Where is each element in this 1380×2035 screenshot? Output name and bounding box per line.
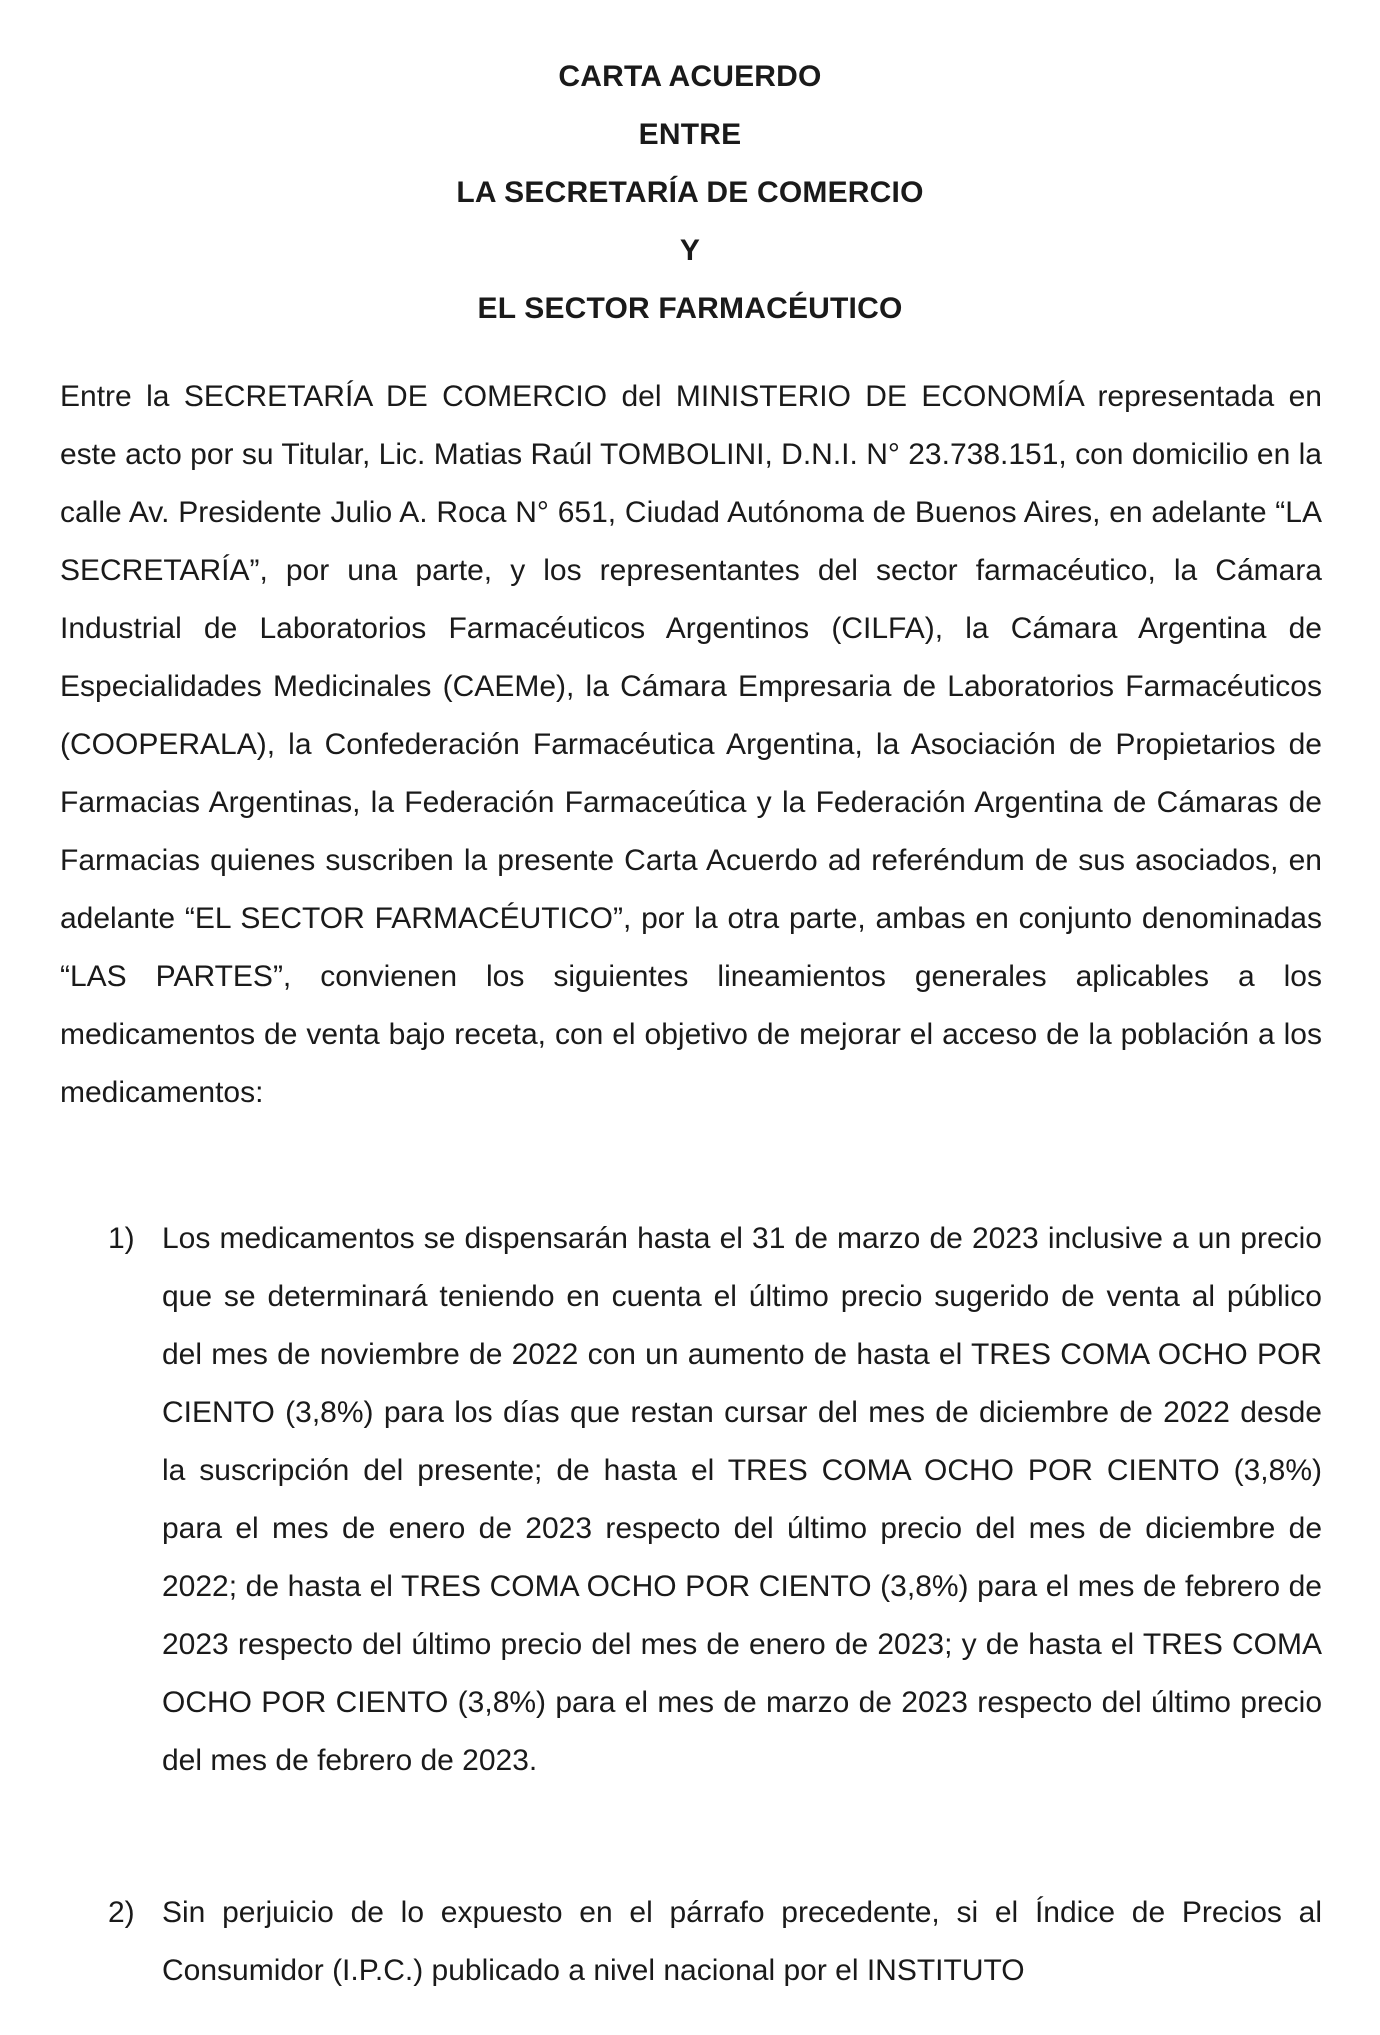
document-title (0, 48, 1380, 338)
title-line-1: CARTA ACUERDO (558, 60, 822, 93)
list-item-1 (108, 1210, 1322, 1790)
list-item-2 (108, 1884, 1322, 2000)
item-text: Los medicamentos se dispensarán hasta el 31 de marzo de 2023 inclusive a un precio que se determinará teniendo en cuenta el último precio sugerido de venta al público del mes de noviembre de 2022 con un aumento de hasta el TRES COMA OCHO POR CIENTO (3,8%) para los días que restan cursar del mes de diciembre de 2022 desde la suscripción del presente; de hasta el TRES COMA OCHO POR CIENTO (3,8%) para el mes de enero de 2023 respecto del último precio del mes de diciembre de 2022; de hasta el TRES COMA OCHO POR CIENTO (3,8%) para el mes de febrero de 2023 respecto del último precio del mes de enero de 2023; y de hasta el TRES COMA OCHO POR CIENTO (3,8%) para el mes de marzo de 2023 respecto del último precio del mes de febrero de 2023. (162, 1222, 1322, 1777)
item-number: 1) (108, 1222, 135, 1255)
title-line-5: EL SECTOR FARMACÉUTICO (477, 292, 903, 325)
item-text: Sin perjuicio de lo expuesto en el párrafo precedente, si el Índice de Precios al Consumidor (I.P.C.) publicado a nivel nacional por el INSTITUTO (162, 1896, 1322, 1987)
title-line-2: ENTRE (638, 118, 742, 151)
item-number: 2) (108, 1896, 135, 1929)
title-line-3: LA SECRETARÍA DE COMERCIO (456, 176, 924, 209)
title-line-4: Y (679, 234, 701, 267)
intro-paragraph: Entre la SECRETARÍA DE COMERCIO del MINISTERIO DE ECONOMÍA representada en este acto por su Titular, Lic. Matias Raúl TOMBOLINI, D.N.I. N° 23.738.151, con domicilio en la calle Av. Presidente Julio A. Roca N° 651, Ciudad Autónoma de Buenos Aires, en adelante “LA SECRETARÍA”, por una parte, y los representantes del sector farmacéutico, la Cámara Industrial de Laboratorios Farmacéuticos Argentinos (CILFA), la Cámara Argentina de Especialidades Medicinales (CAEMe), la Cámara Empresaria de Laboratorios Farmacéuticos (COOPERALA), la Confederación Farmacéutica Argentina, la Asociación de Propietarios de Farmacias Argentinas, la Federación Farmaceútica y la Federación Argentina de Cámaras de Farmacias quienes suscriben la presente Carta Acuerdo ad referéndum de sus asociados, en adelante “EL SECTOR FARMACÉUTICO”, por la otra parte, ambas en conjunto denominadas “LAS PARTES”, convienen los siguientes lineamientos generales aplicables a los medicamentos de venta bajo receta, con el objetivo de mejorar el acceso de la población a los medicamentos: (60, 380, 1322, 1109)
